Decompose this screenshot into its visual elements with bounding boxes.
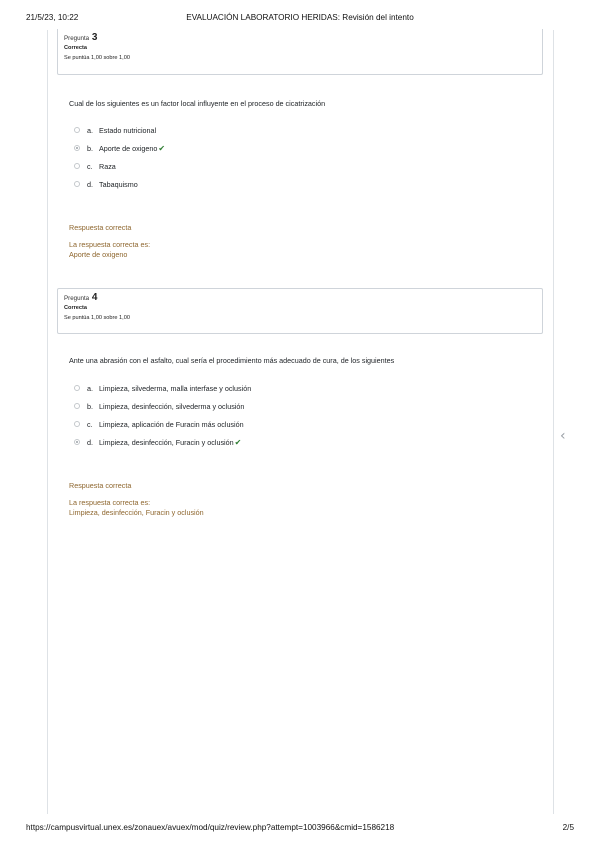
- question-info-box: [57, 288, 543, 334]
- answer-option-a[interactable]: [74, 121, 534, 139]
- right-answer: Limpieza, desinfección, Furacin y oclusión: [69, 508, 204, 517]
- option-text: Limpieza, silvederma, malla interfase y oclusión: [99, 383, 252, 393]
- option-letter: d.: [87, 179, 93, 189]
- radio-button[interactable]: [74, 181, 80, 187]
- question-number-value: 3: [91, 32, 98, 43]
- question-state: Correcta: [64, 305, 88, 311]
- option-text: Limpieza, desinfección, Furacin y oclusión: [99, 437, 234, 447]
- radio-button-selected[interactable]: [74, 145, 80, 151]
- option-text: Estado nutricional: [99, 125, 157, 135]
- radio-button[interactable]: [74, 163, 80, 169]
- answer-option-c[interactable]: [74, 415, 534, 433]
- print-header: [26, 13, 574, 25]
- option-letter: c.: [87, 419, 93, 429]
- answer-options: [74, 121, 534, 193]
- page-number: 2/5: [562, 823, 574, 832]
- feedback-title: Respuesta correcta: [69, 481, 132, 490]
- question-number: [64, 292, 536, 303]
- answer-options: [74, 379, 534, 451]
- option-letter: b.: [87, 143, 93, 153]
- right-answer: Aporte de oxigeno: [69, 250, 128, 259]
- option-text: Tabaquismo: [99, 179, 138, 189]
- radio-button[interactable]: [74, 385, 80, 391]
- radio-button[interactable]: [74, 403, 80, 409]
- answer-option-d[interactable]: [74, 175, 534, 193]
- answer-option-a[interactable]: [74, 379, 534, 397]
- option-letter: c.: [87, 161, 93, 171]
- question-label: Pregunta: [64, 35, 90, 42]
- option-letter: a.: [87, 383, 93, 393]
- question-info-box: [57, 29, 543, 75]
- option-text: Aporte de oxigeno: [99, 143, 158, 153]
- check-icon: ✔: [234, 437, 242, 447]
- answer-option-d[interactable]: [74, 433, 534, 451]
- question-number-value: 4: [91, 292, 98, 303]
- option-letter: a.: [87, 125, 93, 135]
- chevron-left-icon[interactable]: ‹: [560, 428, 566, 444]
- print-date: 21/5/23, 10:22: [26, 13, 79, 22]
- print-footer: [26, 823, 574, 835]
- content-left-border: [47, 30, 48, 814]
- radio-button-selected[interactable]: [74, 439, 80, 445]
- radio-button[interactable]: [74, 127, 80, 133]
- radio-button[interactable]: [74, 421, 80, 427]
- question-number: [64, 32, 536, 43]
- print-title: EVALUACIÓN LABORATORIO HERIDAS: Revisión del intento: [186, 13, 414, 22]
- option-letter: d.: [87, 437, 93, 447]
- question-text: Ante una abrasión con el asfalto, cual sería el procedimiento más adecuado de cura, de los siguientes: [69, 356, 395, 365]
- right-answer-label: La respuesta correcta es:: [69, 498, 151, 507]
- check-icon: ✔: [158, 143, 166, 153]
- question-grade: Se puntúa 1,00 sobre 1,00: [64, 55, 130, 61]
- question-feedback: [69, 223, 529, 260]
- question-label: Pregunta: [64, 295, 90, 302]
- option-text: Limpieza, aplicación de Furacin más oclusión: [99, 419, 244, 429]
- question-state: Correcta: [64, 45, 88, 51]
- answer-option-b[interactable]: [74, 139, 534, 157]
- question-feedback: [69, 481, 529, 518]
- answer-option-b[interactable]: [74, 397, 534, 415]
- option-letter: b.: [87, 401, 93, 411]
- right-answer-label: La respuesta correcta es:: [69, 240, 151, 249]
- answer-option-c[interactable]: [74, 157, 534, 175]
- question-grade: Se puntúa 1,00 sobre 1,00: [64, 315, 130, 321]
- option-text: Raza: [99, 161, 116, 171]
- page-url[interactable]: https://campusvirtual.unex.es/zonauex/avuex/mod/quiz/review.php?attempt=1003966&cmid=1586218: [26, 823, 395, 832]
- question-text: Cual de los siguientes es un factor local influyente en el proceso de cicatrización: [69, 99, 326, 108]
- content-right-border: [553, 30, 554, 814]
- option-text: Limpieza, desinfección, silvederma y oclusión: [99, 401, 245, 411]
- feedback-title: Respuesta correcta: [69, 223, 132, 232]
